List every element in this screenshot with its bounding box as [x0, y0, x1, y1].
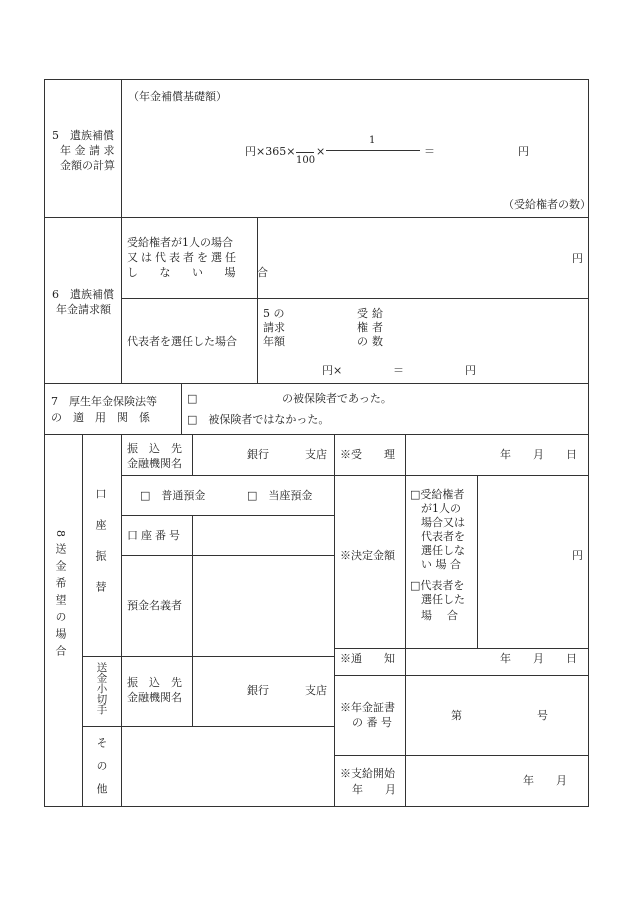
s8-kettei-opt1-3: 場合又は	[421, 516, 465, 529]
s6-label-1: 6 遺族補償	[52, 288, 114, 301]
rule	[257, 217, 258, 384]
s8-juri-date: 年 月 日	[500, 448, 577, 461]
rule	[44, 383, 589, 384]
s6-calc-res: 円	[465, 364, 476, 377]
s8-shosho-go: 号	[537, 709, 548, 722]
s8-shosho-dai: 第	[451, 709, 462, 722]
s5-label-3: 金額の計算	[60, 159, 115, 172]
s8-kettei-opt1-1[interactable]: □受給権者	[410, 488, 465, 501]
rule	[334, 434, 335, 807]
s8-shosho-2: の 番 号	[352, 716, 392, 729]
s8-bank: 銀行	[247, 448, 269, 461]
s8-kettei-yen: 円	[572, 549, 583, 562]
s8-kogitte-vertical: 送金小切手	[95, 662, 108, 715]
rule	[334, 475, 589, 476]
s8-kettei-opt1-5: 選任しな	[421, 544, 465, 557]
s8-juri: ※受 理	[340, 448, 395, 461]
s6-single-3: し な い 場 合	[127, 266, 277, 279]
s6-single-yen: 円	[572, 252, 583, 265]
s5-denominator: 100	[296, 155, 316, 166]
s6-rep-a1: 5 の	[263, 307, 285, 320]
s8-kogitte-branch: 支店	[305, 684, 327, 697]
rule	[477, 475, 478, 648]
s5-label-1: 5 遺族補償	[52, 129, 114, 142]
s6-rep-b2: 権者	[357, 321, 387, 334]
rule	[82, 656, 334, 657]
s6-calc-yen: 円×	[322, 364, 343, 377]
rule	[334, 675, 589, 676]
s6-calc-eq: ＝	[393, 364, 404, 377]
s8-shosho-1: ※年金証書	[340, 701, 395, 714]
s8-other-vertical: その他	[95, 737, 108, 806]
s8-kettei-opt1-4: 代表者を	[421, 530, 465, 543]
s8-kogitte-label-2: 金融機関名	[127, 691, 182, 704]
s8-branch: 支店	[305, 448, 327, 461]
s8-furikomi-label-1: 振 込 先	[127, 442, 182, 455]
s5-equals: ＝	[424, 145, 435, 158]
s8-kettei-opt1-2: が1人の	[421, 502, 461, 515]
s8-account-holder: 預金名義者	[127, 599, 182, 612]
s8-kettei-opt2-3: 場 合	[421, 609, 460, 622]
s8-kettei-opt2-1[interactable]: □代表者を	[410, 579, 465, 592]
rule	[588, 79, 589, 807]
s8-shikyu-2: 年 月	[352, 783, 396, 796]
s8-account-number: 口座番号	[127, 529, 183, 542]
rule	[192, 434, 193, 475]
s5-label-2: 年 金 請 求	[60, 144, 115, 157]
s7-opt2-checkbox[interactable]: □ 被保険者ではなかった。	[187, 413, 330, 426]
rule	[405, 434, 406, 807]
rule	[121, 79, 122, 384]
rule	[192, 515, 193, 656]
s7-opt1-checkbox[interactable]: □	[187, 392, 198, 405]
s6-rep-label: 代表者を選任した場合	[127, 335, 237, 348]
rule	[334, 648, 589, 649]
s8-kogitte-label-1: 振 込 先	[127, 676, 182, 689]
rule	[44, 434, 589, 435]
rule	[121, 298, 589, 299]
s8-shikyu-date: 年 月	[523, 774, 567, 787]
rule	[82, 434, 83, 807]
s5-base-label: （年金補償基礎額）	[128, 90, 227, 103]
s8-deposit-normal[interactable]: □ 普通預金	[140, 489, 206, 502]
s5-yen-x365: 円×365×	[245, 145, 296, 158]
rule	[44, 217, 589, 218]
s6-single-1: 受給権者が1人の場合	[127, 236, 233, 249]
s5-recipients: （受給権者の数）	[503, 198, 591, 211]
s7-label-1: 7 厚生年金保険法等	[51, 395, 157, 408]
s6-rep-b3: の数	[357, 335, 387, 348]
s6-rep-a2: 請求	[263, 321, 285, 334]
s6-rep-a3: 年額	[263, 335, 285, 348]
rule	[44, 806, 589, 807]
rule	[121, 475, 334, 476]
s5-times: ×	[316, 145, 326, 158]
s8-kettei: ※決定金額	[340, 549, 395, 562]
s6-rep-b1: 受給	[357, 307, 387, 320]
s8-label-vertical: 8送金希望の場合	[54, 530, 67, 662]
rule	[181, 383, 182, 435]
s8-furikomi-label-2: 金融機関名	[127, 457, 182, 470]
rule	[82, 726, 334, 727]
rule	[334, 755, 589, 756]
s7-opt1-text: の被保険者であった。	[282, 392, 392, 405]
s8-koza-vertical: 口座振替	[94, 488, 107, 612]
s8-kettei-opt2-2: 選任した	[421, 593, 465, 606]
s8-tsuchi: ※通 知	[340, 652, 395, 665]
s6-single-2: 又は代表者を選任	[127, 251, 239, 264]
s5-yen: 円	[518, 145, 529, 158]
rule	[192, 656, 193, 726]
s8-kettei-opt1-6: い 場 合	[421, 558, 461, 571]
s8-tsuchi-date: 年 月 日	[500, 652, 577, 665]
rule	[44, 79, 589, 80]
s5-numerator: 1	[369, 135, 376, 146]
s8-deposit-current[interactable]: □ 当座預金	[247, 489, 313, 502]
rule	[121, 434, 122, 807]
s6-label-2: 年金請求額	[56, 303, 111, 316]
s8-kogitte-bank: 銀行	[247, 684, 269, 697]
fraction-bar	[326, 150, 420, 151]
rule	[121, 515, 334, 516]
s7-label-2: の 適 用 関 係	[51, 411, 150, 424]
rule	[44, 79, 45, 807]
s8-shikyu-1: ※支給開始	[340, 767, 395, 780]
rule	[121, 555, 334, 556]
fraction-bar	[296, 152, 314, 153]
